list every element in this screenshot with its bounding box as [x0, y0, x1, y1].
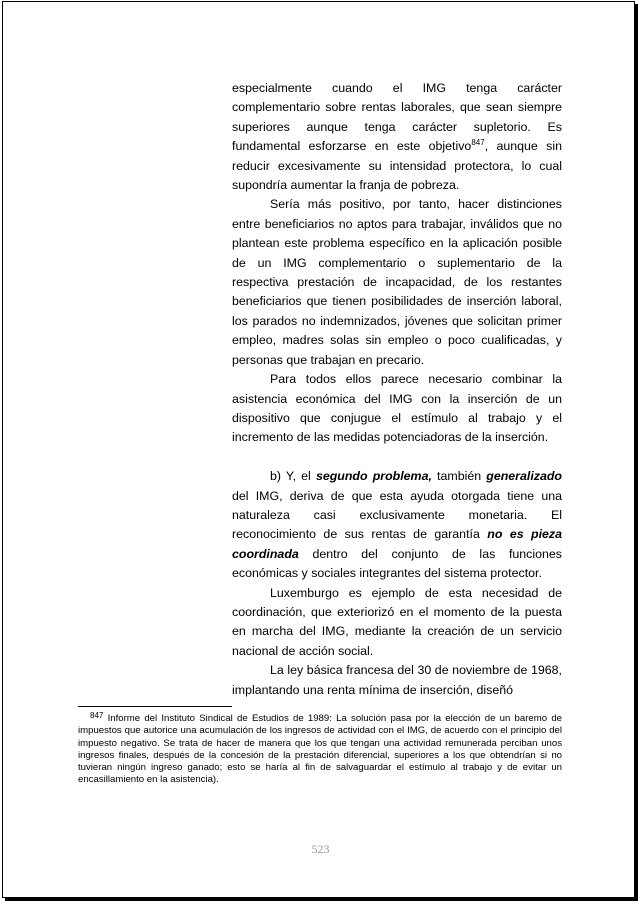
paragraph-5: Luxemburgo es ejemplo de esta necesidad de coordinación, que exteriorizó en el momento de la puesta en marcha del IMG, mediante la creación de un servicio nacional de acción social.	[232, 585, 562, 658]
footnote-separator	[78, 706, 232, 707]
paragraph-1-tail: , aunque sin reducir excesivamente su intensidad protectora, lo cual supondría aumentar la franja de pobreza.	[232, 139, 562, 193]
paragraph-spacer	[232, 448, 562, 467]
footnote-text: Informe del Instituto Sindical de Estudios de 1989: La solución pasa por la elección de un baremo de impuestos que autorice una acumulación de los ingresos de actividad con el IMG, de acuerdo con el principio del impuesto negativo. Se trata de hacer de manera que los que tengan una actividad remunerada perciban unos ingresos finales, después de la concesión de la prestación diferencial, superiores a los que obtendrían si no tuvieran ningún ingreso ganado; esto se haría al fin de salvaguardar el estímulo al trabajo y de evitar un encasillamiento en la asistencia).	[78, 713, 562, 786]
paragraph-4-connector: también	[431, 469, 487, 484]
paragraph-6: La ley básica francesa del 30 de noviembre de 1968, implantando una renta mínima de inserción, diseñó	[232, 663, 562, 697]
page-number: 523	[311, 842, 330, 856]
footnote-847	[78, 713, 562, 787]
emphasis-no-es-pieza-coordinada: no es pieza coordinada	[232, 527, 563, 561]
paragraph-1-text: especialmente cuando el IMG tenga carácter complementario sobre rentas laborales, que sean siempre superiores aunque tenga carácter supletorio. Es fundamental esforzarse en este objetivo	[232, 81, 562, 154]
paragraph-1	[232, 79, 562, 195]
paragraph-4	[232, 467, 562, 583]
paragraph-4-body: del IMG, deriva de que esta ayuda otorgada tiene una naturaleza casi exclusivamente monetaria. El reconocimiento de sus rentas de garantía	[232, 488, 562, 542]
paragraph-2: Sería más positivo, por tanto, hacer distinciones entre beneficiarios no aptos para trabajar, inválidos que no plantean este problema específico en la aplicación posible de un IMG complementario o suplementario de la respectiva prestación de incapacidad, de los restantes beneficiarios que tienen posibilidades de inserción laboral, los parados no indemnizados, jóvenes que solicitan primer empleo, madres solas sin empleo o poco cualificadas, y personas que trabajan en precario.	[232, 197, 562, 367]
paragraph-4-tail: dentro del conjunto de las funciones económicas y sociales integrantes del sistema protector.	[232, 546, 562, 581]
footnote-reference-847[interactable]: 847	[471, 138, 485, 148]
emphasis-segundo-problema: segundo problema,	[315, 469, 432, 484]
emphasis-generalizado: generalizado	[486, 469, 562, 484]
footnote-number: 847	[90, 711, 104, 720]
paragraph-3: Para todos ellos parece necesario combinar la asistencia económica del IMG con la inserción de un dispositivo que conjugue el estímulo al trabajo y el incremento de las medidas potenciadoras de la inserción.	[232, 372, 562, 445]
body-text-column	[232, 79, 562, 700]
paragraph-4-lead: b) Y, el	[270, 469, 316, 484]
